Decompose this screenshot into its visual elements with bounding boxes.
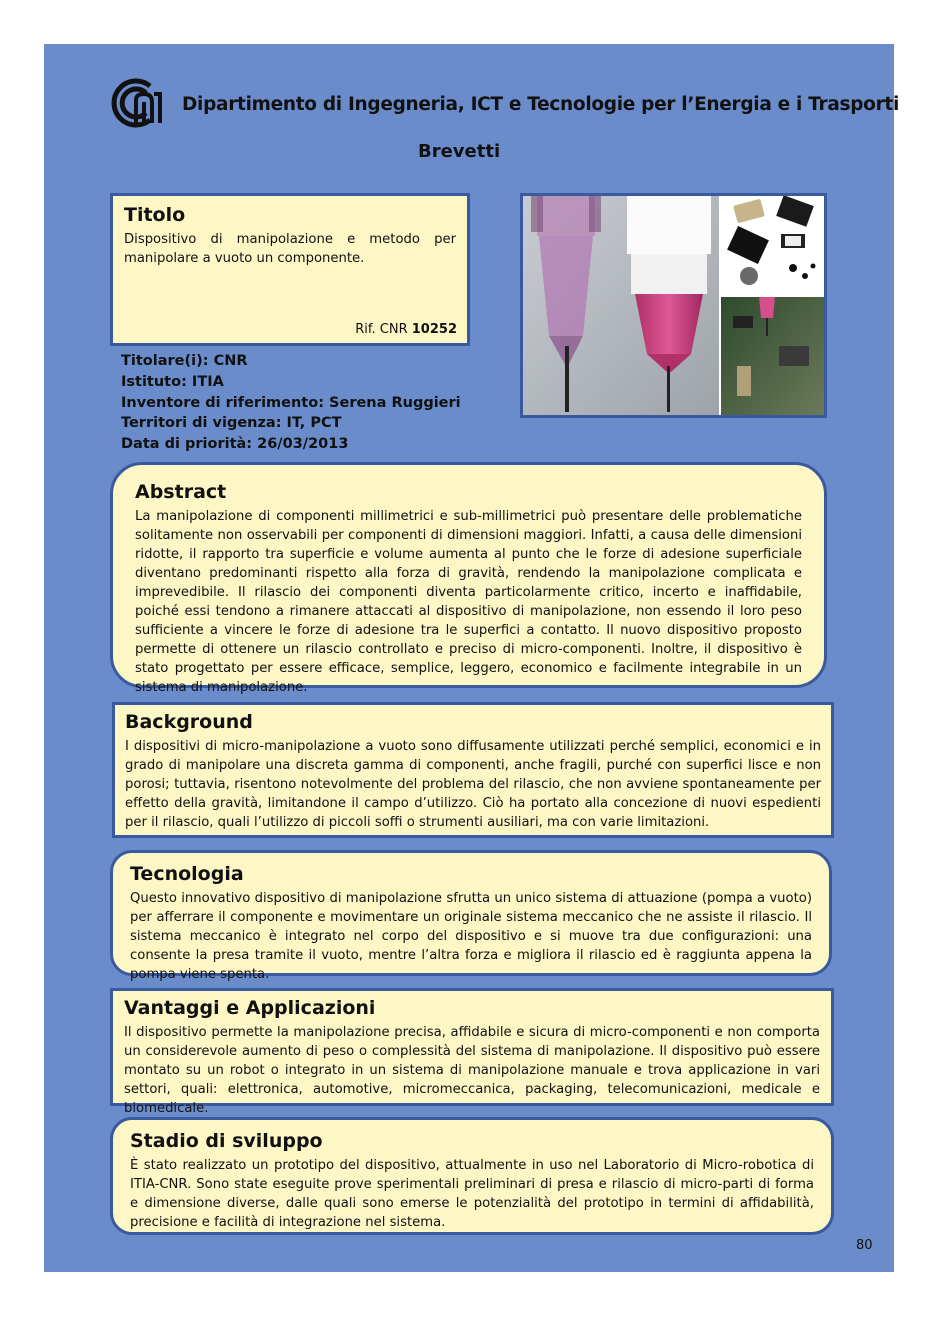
page-panel [44, 44, 900, 1272]
info-istituto: Istituto: ITIA [121, 373, 224, 390]
tecnologia-heading: Tecnologia [130, 863, 244, 885]
info-data-priorita: Data di priorità: 26/03/2013 [121, 436, 349, 453]
abstract-text: La manipolazione di componenti millimetrici e sub-millimetrici può presentare delle problematiche solitamente non osservabili per componenti di dimensioni maggiori. Infatti, a causa delle dimensioni ridotte, il rapporto tra superficie e volume aumenta al punto che le forze di adesione superficiale diventano predominanti rispetto alla forza di gravità, rendendo la manipolazione complicata e imprevedibile. Il rilascio dei componenti diventa particolarmente critico, incerto e inaffidabile, poiché essi tendono a rimanere attaccati al dispositivo di manipolazione, non essendo il loro peso sufficiente a vincere le forze di adesione tra le superfici a contatto. Il nuovo dispositivo proposto permette di ottenere un rilascio controllato e preciso di micro-componenti. Inoltre, il dispositivo è stato progettato per essere efficace, semplice, leggero, economico e facilmente integrabile in un sistema di manipolazione. [135, 509, 802, 695]
abstract-box [110, 462, 827, 695]
reference-number: 10252 [411, 322, 457, 337]
stadio-text: È stato realizzato un prototipo del dispositivo, attualmente in uso nel Laboratorio di Micro-robotica di ITIA-CNR. Sono state eseguite prove sperimentali preliminari di presa e rilascio di micro-parti di forma e dimensione diverse, dalle quali sono emerse le potenzialità del prototipo in termini di affidabilità, precisione e facilità di integrazione nel sistema. [130, 1158, 814, 1230]
page-number: 80 [856, 1238, 873, 1253]
vantaggi-text: Il dispositivo permette la manipolazione precisa, affidabile e sicura di micro-componenti e non comporta un considerevole aumento di peso o complessità del sistema di manipolazione. Il dispositivo può essere montato su un robot o integrato in un sistema di manipolazione manuale e trova applicazione in vari settori, quali: elettronica, automotive, micromeccanica, packaging, telecomunicazioni, medicale e biomedicale. [124, 1025, 820, 1116]
stadio-box [110, 1117, 834, 1235]
reference-label: Rif. CNR [355, 322, 408, 337]
patent-info [121, 351, 461, 455]
stadio-heading: Stadio di sviluppo [130, 1130, 323, 1152]
section-title: Brevetti [418, 141, 501, 162]
background-box [112, 702, 834, 838]
titolo-text: Dispositivo di manipolazione e metodo per manipolare a vuoto un componente. [124, 232, 456, 266]
vantaggi-heading: Vantaggi e Applicazioni [124, 997, 376, 1019]
background-text: I dispositivi di micro-manipolazione a vuoto sono diffusamente utilizzati perché semplici, economici e in grado di manipolare una discreta gamma di componenti, anche fragili, purché con superfici lisce e non porosi; tuttavia, risentono notevolmente del problema del rilascio, che non avviene spontaneamente per effetto della gravità, limitandone il campo d’utilizzo. Ciò ha portato alla concezione di nuovi espedienti per il rilascio, quali l’utilizzo di piccoli soffi o strumenti ausiliari, ma con varie limitazioni. [125, 739, 821, 830]
background-heading: Background [125, 711, 253, 733]
device-photo-image [523, 196, 824, 415]
info-titolare: Titolare(i): CNR [121, 353, 248, 369]
device-photo [520, 193, 827, 418]
vantaggi-box [110, 988, 834, 1116]
tecnologia-text: Questo innovativo dispositivo di manipolazione sfrutta un unico sistema di attuazione (pompa a vuoto) per afferrare il componente e movimentare un originale sistema meccanico che ne assiste il rilascio. Il sistema meccanico è integrato nel corpo del dispositivo e si muove tra due configurazioni: una consente la presa tramite il vuoto, mentre l’altra forza e migliora il rilascio ed è raggiunta appena la pompa viene spenta. [130, 891, 812, 982]
info-territori: Territori di vigenza: IT, PCT [121, 415, 342, 432]
reference [355, 322, 457, 337]
abstract-heading: Abstract [135, 481, 227, 503]
titolo-heading: Titolo [124, 204, 186, 226]
info-inventore: Inventore di riferimento: Serena Ruggieri [121, 394, 461, 411]
cnr-logo-icon [110, 78, 164, 128]
tecnologia-box [110, 850, 832, 982]
titolo-box [110, 193, 470, 346]
department-title: Dipartimento di Ingegneria, ICT e Tecnologie per l’Energia e i Trasporti [182, 94, 900, 115]
